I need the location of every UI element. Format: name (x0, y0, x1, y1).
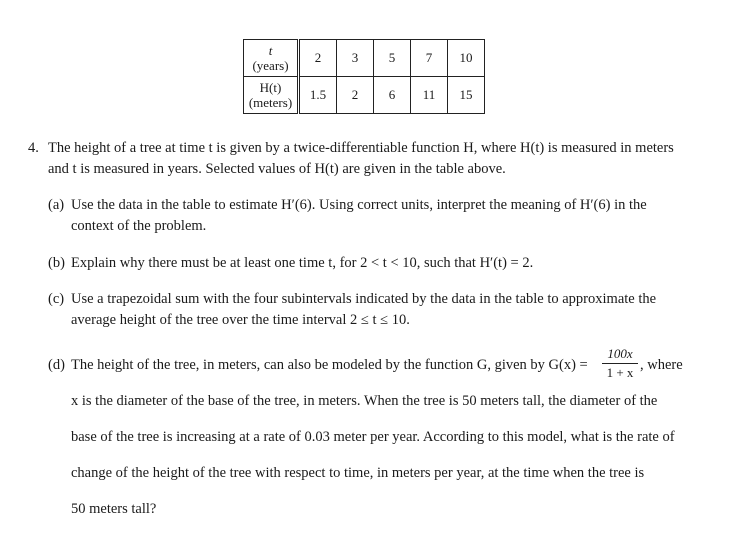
part-c-label: (c) (48, 291, 65, 307)
part-a-line-1: Use the data in the table to estimate H′(6). Using correct units, interpret the meaning of H′(6) in the (71, 197, 647, 213)
part-a-label: (a) (48, 197, 65, 213)
table-cell: 11 (411, 77, 448, 114)
fraction-numerator: 100x (607, 346, 633, 361)
fraction-denominator: 1 + x (606, 365, 634, 380)
table-cell: 3 (337, 40, 374, 77)
part-d-line-2: x is the diameter of the base of the tree, in meters. When the tree is 50 meters tall, the diameter of the (71, 393, 658, 409)
table-cell: 15 (448, 77, 485, 114)
part-c-line-2: average height of the tree over the time interval 2 ≤ t ≤ 10. (71, 312, 410, 328)
row-header-h (244, 77, 299, 114)
part-b-label: (b) (48, 255, 65, 271)
table-cell: 2 (337, 77, 374, 114)
row-header-t (244, 40, 299, 77)
table-cell: 2 (299, 40, 337, 77)
table-row-h (244, 77, 485, 114)
table-cell: 1.5 (299, 77, 337, 114)
part-b-line-1: Explain why there must be at least one time t, for 2 < t < 10, such that H′(t) = 2. (71, 255, 534, 271)
part-d-line-1: The height of the tree, in meters, can also be modeled by the function G, given by G(x) = (71, 357, 588, 373)
row-header-h-unit: (meters) (248, 95, 293, 110)
part-a-line-2: context of the problem. (71, 218, 207, 234)
table-cell: 5 (374, 40, 411, 77)
fraction-g (602, 346, 638, 381)
table-row-t (244, 40, 485, 77)
intro-line-1: The height of a tree at time t is given by a twice-differentiable function H, where H(t) is measured in meters (48, 140, 674, 156)
part-d-line-3: base of the tree is increasing at a rate of 0.03 meter per year. According to this model, what is the rate of (71, 429, 675, 445)
table-cell: 10 (448, 40, 485, 77)
fraction-bar (602, 363, 638, 364)
row-header-t-var: t (268, 43, 273, 58)
part-d-line-5: 50 meters tall? (71, 501, 157, 517)
table-cell: 7 (411, 40, 448, 77)
part-c-line-1: Use a trapezoidal sum with the four subintervals indicated by the data in the table to approximate the (71, 291, 657, 307)
part-d-line-1-after: , where (640, 357, 683, 373)
row-header-t-unit: (years) (252, 58, 289, 73)
table-cell: 6 (374, 77, 411, 114)
row-header-h-var: H(t) (259, 80, 282, 95)
problem-number: 4. (28, 140, 39, 156)
intro-line-2: and t is measured in years. Selected values of H(t) are given in the table above. (48, 161, 506, 177)
part-d-line-4: change of the height of the tree with respect to time, in meters per year, at the time when the tree is (71, 465, 645, 481)
part-d-label: (d) (48, 357, 65, 373)
data-table (243, 39, 485, 114)
